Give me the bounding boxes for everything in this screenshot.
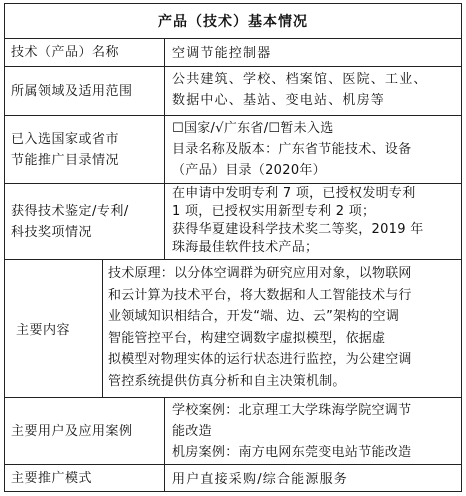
row-label bbox=[5, 116, 165, 183]
value-line: 空调节能控制器 bbox=[172, 46, 272, 61]
label-line: 已入选国家或省市 bbox=[11, 131, 120, 147]
value-line: 智能管控平台，构建空调数字虚拟模型，依据虚 bbox=[108, 330, 386, 346]
table-row-catalog bbox=[5, 116, 461, 184]
row-value bbox=[165, 116, 461, 183]
value-line: 拟模型对物理实体的运行状态进行监控，为公建空调 bbox=[108, 352, 412, 368]
label-line: 获得技术鉴定/专利/ bbox=[11, 203, 129, 219]
label-line: 节能推广目录情况 bbox=[11, 152, 120, 168]
value-line: 珠海最佳软件技术产品； bbox=[172, 240, 319, 255]
row-value bbox=[165, 465, 461, 491]
value-line: 在申请中发明专利 7 项，已授权发明专利 bbox=[172, 186, 416, 201]
row-label: 主要内容 bbox=[5, 260, 103, 397]
table-title: 产品（技术）基本情况 bbox=[5, 4, 461, 39]
row-value bbox=[165, 398, 461, 464]
value-line: 业领域知识相结合，开发“端、边、云”架构的空调 bbox=[108, 309, 400, 325]
value-line: 用户直接采购/综合能源服务 bbox=[172, 471, 348, 487]
row-label bbox=[5, 184, 165, 259]
row-label: 主要用户及应用案例 bbox=[5, 398, 165, 464]
value-line: ☐国家/√广东省/☐暂未入选 bbox=[172, 121, 334, 136]
row-label: 技术（产品）名称 bbox=[5, 39, 165, 66]
table-row-cases bbox=[5, 398, 461, 465]
value-line: 公共建筑、学校、档案馆、医院、工业、 bbox=[172, 72, 428, 87]
value-line: 机房案例：南方电网东莞变电站节能改造 bbox=[172, 445, 412, 460]
row-value bbox=[165, 67, 461, 115]
table-row-main-content bbox=[5, 260, 461, 398]
label-line: 科技奖项情况 bbox=[11, 224, 93, 240]
value-line: （产品）目录（2020年） bbox=[172, 163, 326, 178]
table-row-promotion bbox=[5, 465, 461, 491]
row-label: 所属领域及适用范围 bbox=[5, 67, 165, 115]
value-line: 和云计算为技术平台，将大数据和人工智能技术与行 bbox=[108, 287, 412, 303]
row-value bbox=[165, 39, 461, 66]
table-row-name bbox=[5, 39, 461, 67]
value-line: 获得华夏建设科学技术奖二等奖，2019 年 bbox=[172, 222, 424, 237]
value-line: 1 项，已授权实用新型专利 2 项； bbox=[172, 204, 376, 219]
table-row-patents bbox=[5, 184, 461, 260]
product-info-table bbox=[4, 3, 462, 492]
table-row-scope bbox=[5, 67, 461, 116]
value-line: 学校案例：北京理工大学珠海学院空调节 bbox=[172, 403, 412, 418]
value-line: 管控系统提供仿真分析和自主决策机制。 bbox=[108, 373, 346, 389]
row-label: 主要推广模式 bbox=[5, 465, 165, 491]
row-value bbox=[103, 260, 461, 397]
value-line: 技术原理：以分体空调群为研究应用对象，以物联网 bbox=[108, 266, 412, 281]
value-line: 数据中心、基站、变电站、机房等 bbox=[172, 93, 386, 108]
row-value bbox=[165, 184, 461, 259]
value-line: 能改造 bbox=[172, 424, 212, 439]
value-line: 目录名称及版本：广东省节能技术、设备 bbox=[172, 142, 412, 157]
